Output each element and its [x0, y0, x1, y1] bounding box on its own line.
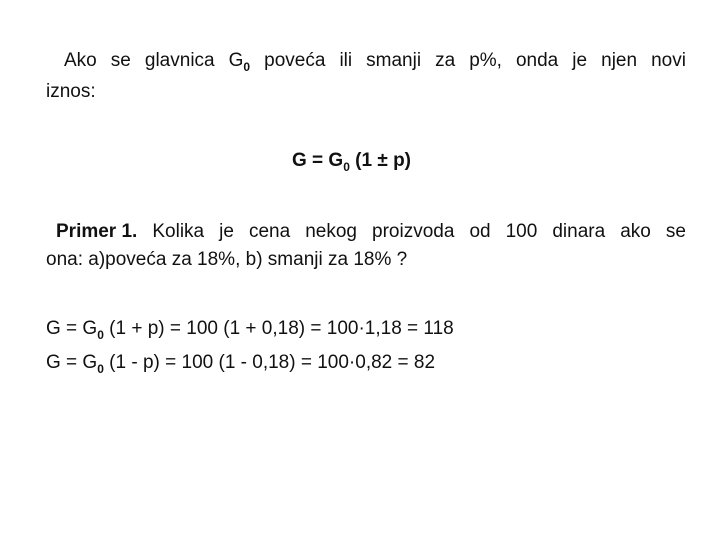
- intro-word: Ako: [64, 50, 97, 71]
- example-word: Kolika: [152, 221, 205, 242]
- intro-line-2: iznos:: [46, 81, 96, 102]
- main-formula: $G = G_0$ (1 ± p): [292, 150, 411, 174]
- intro-word: njen: [601, 50, 638, 71]
- solution-b: $G = G_0$ (1 - p) = 100 (1 - 0,18) = 100·0,82 = 82: [46, 352, 436, 376]
- example-word: cena: [248, 221, 291, 242]
- intro-word: je: [572, 50, 588, 71]
- intro-word: novi: [651, 50, 686, 71]
- intro-word: smanji: [366, 50, 422, 71]
- intro-word: glavnica: [144, 50, 215, 71]
- example-line-2: ona: a)poveća za 18%, b) smanji za 18% ?: [46, 249, 408, 270]
- example-word: 100: [505, 221, 538, 242]
- example-word: je: [219, 221, 234, 242]
- example-line-1: [56, 220, 686, 243]
- example-word: ako: [620, 221, 651, 242]
- example-label: Primer 1.: [56, 221, 138, 242]
- intro-line-1: [64, 49, 686, 74]
- intro-word: p%,: [469, 50, 502, 71]
- example-word: proizvoda: [372, 221, 455, 242]
- example-word: se: [665, 221, 686, 242]
- intro-word: ili: [339, 50, 353, 71]
- intro-word: za: [435, 50, 456, 71]
- example-word: dinara: [552, 221, 606, 242]
- intro-g0: $G_0$: [228, 50, 251, 74]
- example-word: od: [469, 221, 491, 242]
- example-word: nekog: [305, 221, 357, 242]
- intro-word: se: [110, 50, 131, 71]
- intro-word: poveća: [264, 50, 326, 71]
- intro-word: onda: [515, 50, 559, 71]
- solution-a: $G = G_0$ (1 + p) = 100 (1 + 0,18) = 100·1,18 = 118: [46, 318, 454, 342]
